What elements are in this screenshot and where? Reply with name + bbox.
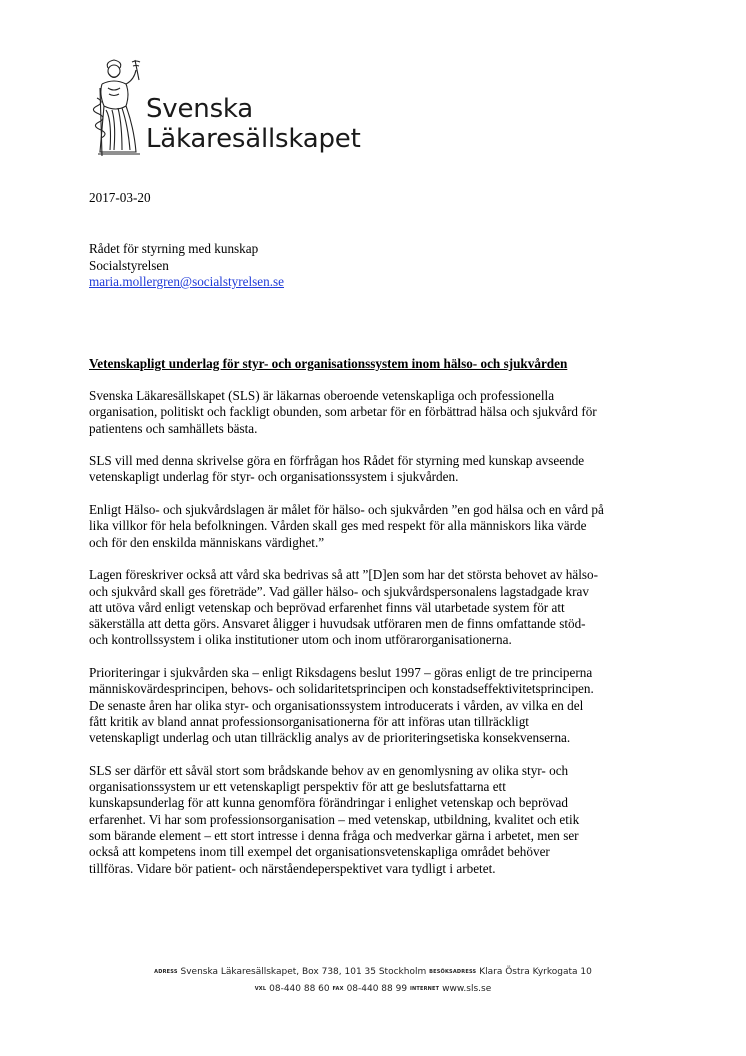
body-line: erfarenhet. Vi har som professionsorganisation – med vetenskap, utbildning, kvalitet och etik (89, 811, 580, 827)
recipient-email-link[interactable]: maria.mollergren@socialstyrelsen.se (89, 274, 284, 289)
body-line: organisation, politiskt och fackligt obunden, som arbetar för en förbättrad hälsa och sjukvård för (89, 404, 597, 420)
logo-line-1: Svenska (146, 94, 254, 124)
body-line: SLS vill med denna skrivelse göra en förfrågan hos Rådet för styrning med kunskap avseende (89, 453, 585, 469)
footer-fax: 08-440 88 99 (346, 984, 408, 994)
body-line: tillföras. Vidare bör patient- och närståendeperspektivet vara tydligt i arbetet. (89, 860, 496, 876)
body-line: De senaste åren har olika styr- och organisationssystem introducerats i vården, av vilka en del (89, 697, 584, 713)
sls-logo (88, 58, 361, 158)
footer-contact-line (0, 981, 746, 998)
footer-adress: Svenska Läkaresällskapet, Box 738, 101 35 Stockholm (180, 967, 427, 977)
letter-date: 2017-03-20 (89, 190, 151, 205)
body-line: fått kritik av bland annat professionsorganisationerna för att införas utan tillräckligt (89, 713, 529, 729)
recipient-block (89, 241, 284, 291)
body-line: Enligt Hälso- och sjukvårdslagen är målet för hälso- och sjukvården ”en god hälsa och en vård på (89, 502, 604, 518)
body-line: organisationssystem ur ett vetenskapligt perspektiv för att ge beslutsfattarna ett (89, 779, 506, 795)
body-line: lika villkor för hela befolkningen. Vården skall ges med respekt för alla människors lika värde (89, 518, 587, 534)
body-line: och för den enskilda människans värdighet.” (89, 534, 325, 550)
footer-adress-label: ADRESS (154, 969, 178, 975)
body-paragraph (89, 388, 664, 437)
body-paragraph (89, 502, 664, 551)
body-line: och sjukvård skall ges företräde”. Vad gäller hälso- och sjukvårdspersonalens lagstadgade krav (89, 583, 589, 599)
body-line: och kontrollssystem i olika institutioner utom och inom utförarorganisationerna. (89, 632, 512, 648)
body-line: SLS ser därför ett såväl stort som brådskande behov av en genomlysning av olika styr- och (89, 762, 569, 778)
footer-address-line (0, 964, 746, 981)
letterhead-footer (0, 964, 746, 998)
body-paragraph (89, 567, 664, 648)
body-paragraph (89, 453, 664, 486)
logo-line-2: Läkaresällskapet (146, 124, 361, 154)
body-line: Lagen föreskriver också att vård ska bedrivas så att ”[D]en som har det största behovet av hälso- (89, 567, 599, 583)
body-line: vetenskapligt underlag och utan tillräcklig analys av de prioriteringsetiska konsekvenserna. (89, 730, 571, 746)
body-line: vetenskapligt underlag för styr- och organisationssystem i sjukvården. (89, 469, 459, 485)
body-line: som bärande element – ett stort intresse i denna fråga och medverkar gärna i arbetet, men ser (89, 828, 579, 844)
footer-fax-label: FAX (332, 986, 344, 992)
body-line: Prioriteringar i sjukvården ska – enligt Riksdagens beslut 1997 – göras enligt de tre principerna (89, 665, 593, 681)
footer-vxl-label: VXL (254, 986, 267, 992)
body-line: också att kompetens inom till exempel det organisationsvetenskapliga området behöver (89, 844, 550, 860)
letter-body (89, 388, 664, 893)
body-line: att utöva vård enligt vetenskap och beprövad erfarenhet finns väl utarbetade system för att (89, 599, 565, 615)
letter-subject: Vetenskapligt underlag för styr- och organisationssystem inom hälso- och sjukvården (89, 356, 568, 371)
recipient-line-2: Socialstyrelsen (89, 257, 169, 273)
body-paragraph (89, 763, 664, 877)
body-line: människovärdesprincipen, behovs- och solidaritetsprincipen och konstadseffektivitetsprincipen. (89, 681, 594, 697)
footer-internet-label: INTERNET (409, 986, 440, 992)
footer-besok: Klara Östra Kyrkogata 10 (479, 967, 592, 977)
footer-vxl: 08-440 88 60 (269, 984, 330, 994)
recipient-line-1: Rådet för styrning med kunskap (89, 241, 259, 256)
body-line: kunskapsunderlag för att kunna genomföra förändringar i enlighet vetenskap och beprövad (89, 795, 568, 811)
body-line: Svenska Läkaresällskapet (SLS) är läkarnas oberoende vetenskapliga och professionella (89, 388, 555, 403)
asclepius-figure-icon (88, 58, 148, 158)
body-paragraph (89, 665, 664, 746)
body-line: patientens och samhällets bästa. (89, 420, 258, 436)
logo-wordmark (146, 94, 361, 154)
body-line: säkerställa att detta görs. Ansvaret åligger i huvudsak utföraren men de finns omfattande stöd- (89, 616, 586, 632)
footer-internet[interactable]: www.sls.se (442, 984, 492, 994)
footer-besok-label: BESÖKSADRESS (429, 969, 477, 975)
